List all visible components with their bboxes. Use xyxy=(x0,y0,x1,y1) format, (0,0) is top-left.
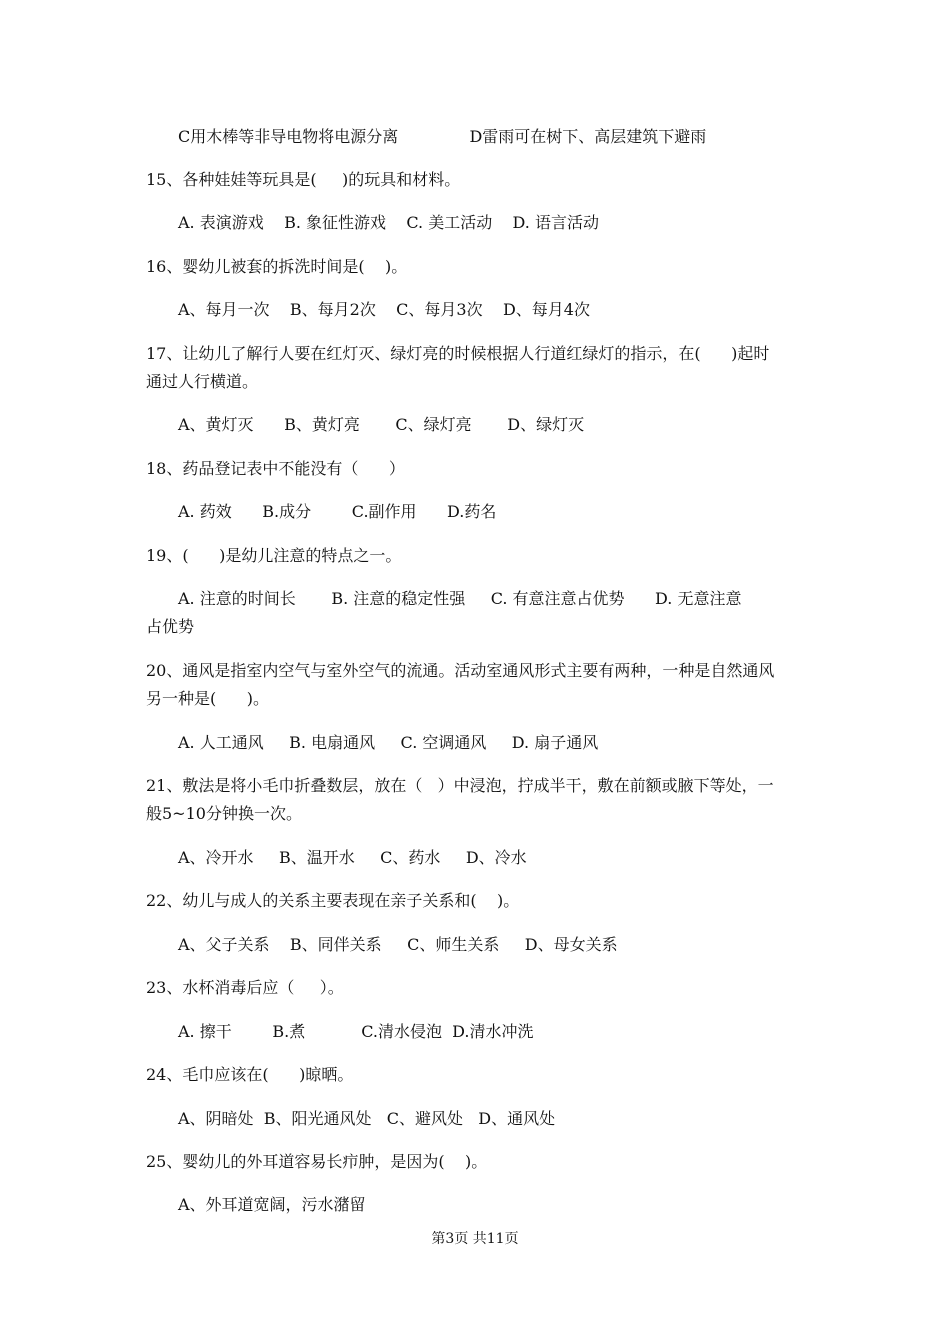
text-line: A. 注意的时间长 B. 注意的稳定性强 C. 有意注意占优势 D. 无意注意 xyxy=(178,589,742,608)
text-line: A. 药效 B.成分 C.副作用 D.药名 xyxy=(178,502,497,521)
text-line: 16、婴幼儿被套的拆洗时间是( )。 xyxy=(146,257,408,276)
text-line: 23、水杯消毒后应（ ）。 xyxy=(146,978,344,997)
page-footer: 第3页 共11页 xyxy=(431,1231,519,1247)
text-line: 21、敷法是将小毛巾折叠数层，放在（ ）中浸泡，拧成半干，敷在前额或腋下等处，一 xyxy=(146,776,774,795)
text-line: 20、通风是指室内空气与室外空气的流通。活动室通风形式主要有两种，一种是自然通风 xyxy=(146,661,775,680)
text-line: 22、幼儿与成人的关系主要表现在亲子关系和( )。 xyxy=(146,891,520,910)
text-line: 通过人行横道。 xyxy=(146,372,259,391)
text-line: A、冷开水 B、温开水 C、药水 D、冷水 xyxy=(178,848,527,867)
text-line: 24、毛巾应该在( )晾晒。 xyxy=(146,1065,354,1084)
text-line: 17、让幼儿了解行人要在红灯灭、绿灯亮的时候根据人行道红绿灯的指示，在( )起时 xyxy=(146,344,770,363)
text-line: 18、药品登记表中不能没有（ ） xyxy=(146,459,405,478)
text-line: 19、( )是幼儿注意的特点之一。 xyxy=(146,546,402,565)
text-line: A. 擦干 B.煮 C.清水侵泡 D.清水冲洗 xyxy=(178,1022,534,1041)
text-line: A、每月一次 B、每月2次 C、每月3次 D、每月4次 xyxy=(178,300,590,319)
text-line: A、阴暗处 B、阳光通风处 C、避风处 D、通风处 xyxy=(178,1109,556,1128)
text-line: 15、各种娃娃等玩具是( )的玩具和材料。 xyxy=(146,170,461,189)
text-line: 另一种是( )。 xyxy=(146,689,270,708)
text-line: C用木棒等非导电物将电源分离 D雷雨可在树下、高层建筑下避雨 xyxy=(178,127,707,146)
text-line: 25、婴幼儿的外耳道容易长疖肿，是因为( )。 xyxy=(146,1152,488,1171)
text-line: A、外耳道宽阔，污水潴留 xyxy=(178,1195,366,1214)
text-line: A. 人工通风 B. 电扇通风 C. 空调通风 D. 扇子通风 xyxy=(178,733,599,752)
text-line: 占优势 xyxy=(146,617,195,636)
text-line: A、黄灯灭 B、黄灯亮 C、绿灯亮 D、绿灯灭 xyxy=(178,415,585,434)
text-line: A. 表演游戏 B. 象征性游戏 C. 美工活动 D. 语言活动 xyxy=(178,213,599,232)
text-line: 般5~10分钟换一次。 xyxy=(146,804,302,823)
text-line: A、父子关系 B、同伴关系 C、师生关系 D、母女关系 xyxy=(178,935,618,954)
